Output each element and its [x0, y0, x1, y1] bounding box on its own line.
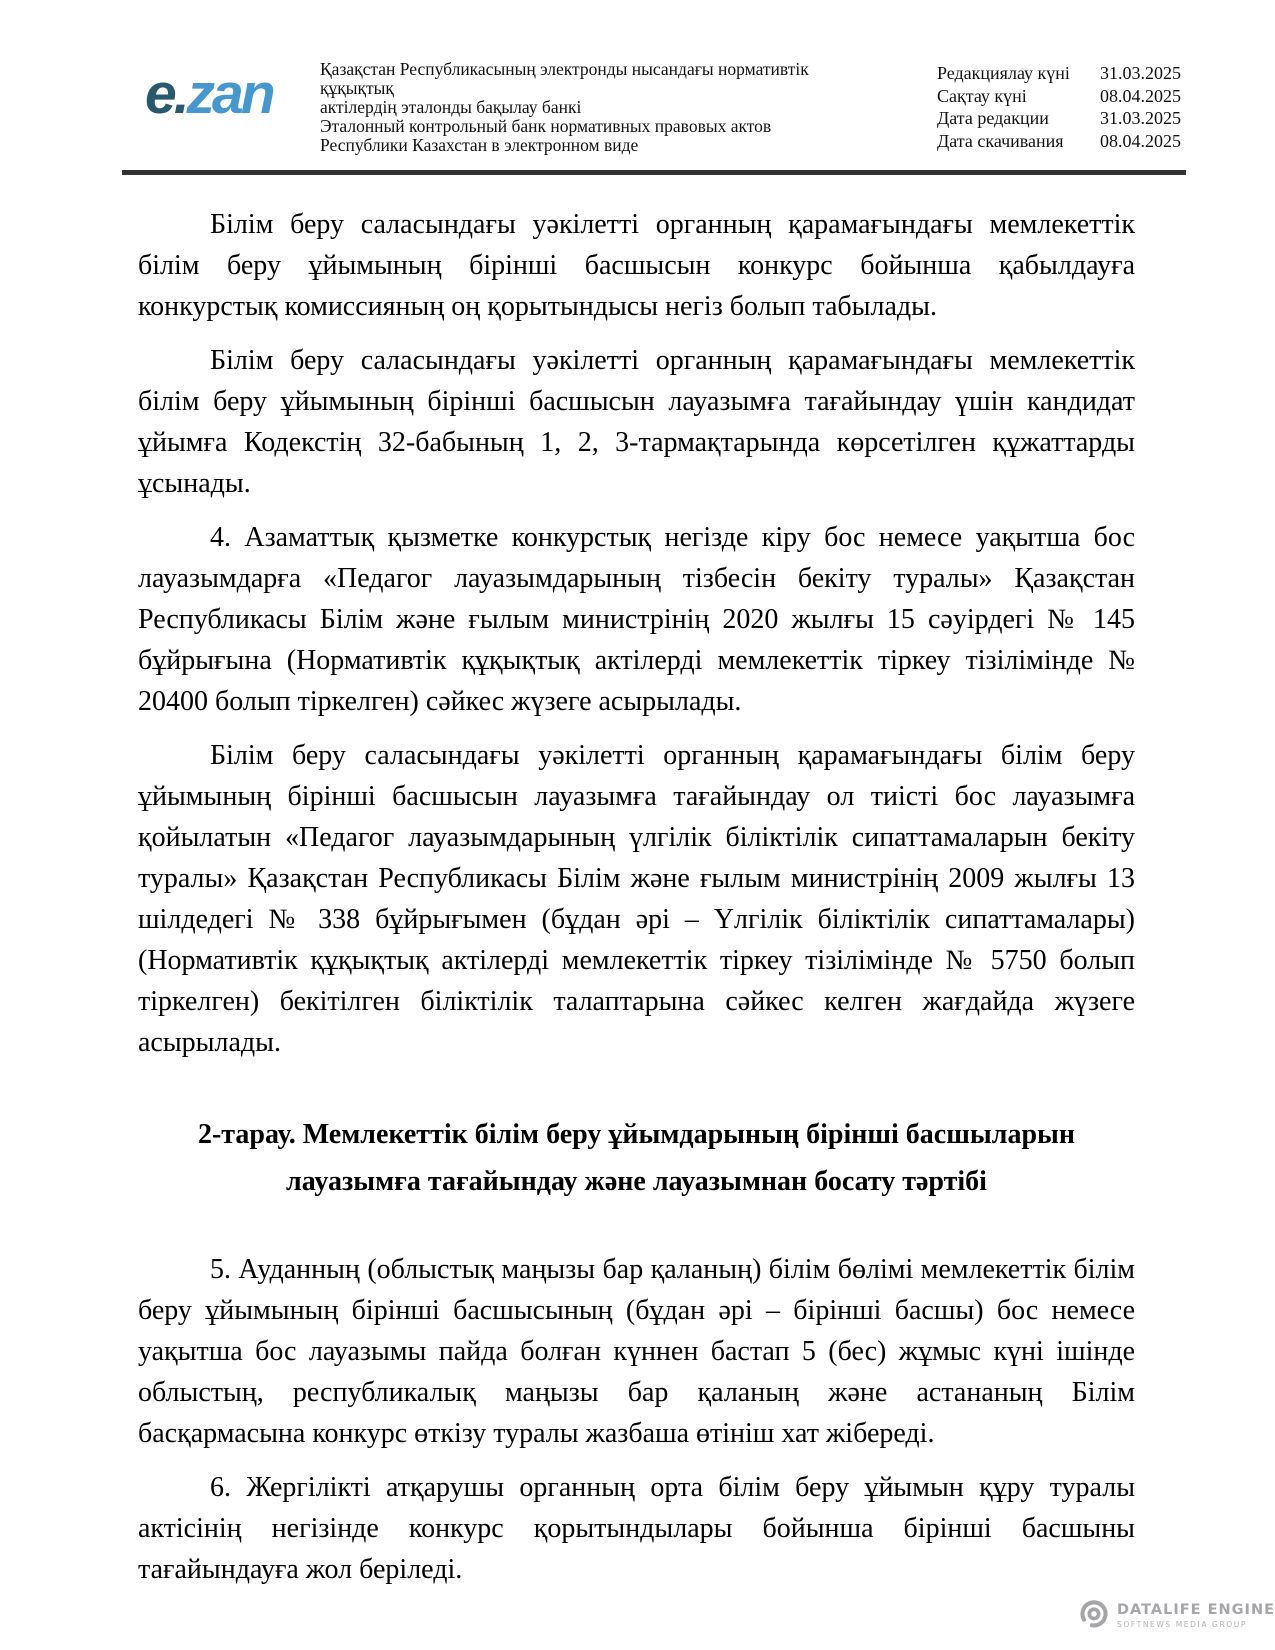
bank-description	[320, 60, 875, 155]
date-value: 31.03.2025	[1100, 108, 1181, 128]
datalife-eye-icon	[1078, 1596, 1110, 1634]
chapter-heading	[138, 1111, 1135, 1205]
date-row-download-ru	[937, 130, 1185, 153]
header-divider	[122, 170, 1186, 175]
datalife-engine-subtitle: SOFTNEWS MEDIA GROUP	[1117, 1619, 1247, 1629]
date-value: 31.03.2025	[1100, 63, 1181, 83]
chapter-heading-line2: лауазымға тағайындау және лауазымнан босату тәртібі	[286, 1166, 987, 1197]
paragraph: Білім беру саласындағы уәкілетті органның қарамағындағы мемлекеттік білім беру ұйымының бірінші басшысын конкурс бойынша қабылдауға конкурстық комиссияның оң қорытындысы негіз болып табылады.	[138, 209, 1135, 322]
ezan-logo-prefix: e.	[145, 62, 187, 126]
bank-description-line: Республики Казахстан в электронном виде	[320, 135, 639, 155]
paragraph-item-5: 5. Ауданның (облыстық маңызы бар қаланың) білім бөлімі мемлекеттік білім беру ұйымының бірінші басшысының (бұдан әрі – бірінші басшы) бос немесе уақытша бос лауазымы пайда болған күннен бастап 5 (бес) жұмыс күні ішінде облыстың, республикалық маңызы бар қаланың және астананың Білім басқармасына конкурс өткізу туралы жазбаша өтініш хат жібереді.	[138, 1254, 1135, 1449]
document-body	[138, 204, 1135, 1603]
date-label: Дата редакции	[937, 108, 1049, 128]
datalife-engine-title: DATALIFE ENGINE	[1117, 1601, 1275, 1618]
datalife-text-block	[1117, 1602, 1275, 1629]
paragraph: Білім беру саласындағы уәкілетті органның қарамағындағы білім беру ұйымының бірінші басшысын лауазымға тағайындау ол тиісті бос лауазымға қойылатын «Педагог лауазымдарының үлгілік біліктілік сипаттамаларын бекіту туралы» Қазақстан Республикасы Білім және ғылым министрінің 2009 жылғы 13 шілдедегі № 338 бұйрығымен (бұдан әрі – Үлгілік біліктілік сипаттамалары) (Нормативтік құқықтық актілерді мемлекеттік тіркеу тізілімінде № 5750 болып тіркелген) бекітілген біліктілік талаптарына сәйкес келген жағдайда жүзеге асырылады.	[138, 740, 1135, 1058]
datalife-engine-logo	[1078, 1596, 1275, 1634]
bank-description-line: Эталонный контрольный банк нормативных правовых актов	[320, 116, 772, 136]
paragraph: Білім беру саласындағы уәкілетті органның қарамағындағы мемлекеттік білім беру ұйымының бірінші басшысын лауазымға тағайындау үшін кандидат ұйымға Кодекстің 32-бабының 1, 2, 3-тармақтарында көрсетілген құжаттарды ұсынады.	[138, 345, 1135, 499]
chapter-heading-line1: 2-тарау. Мемлекеттік білім беру ұйымдарының бірінші басшыларын	[197, 1119, 1076, 1150]
paragraph-item-4: 4. Азаматтық қызметке конкурстық негізде кіру бос немесе уақытша бос лауазымдарға «Педагог лауазымдарының тізбесін бекіту туралы» Қазақстан Республикасы Білім және ғылым министрінің 2020 жылғы 15 сәуірдегі № 145 бұйрығына (Нормативтік құқықтық актілерді мемлекеттік тіркеу тізілімінде № 20400 болып тіркелген) сәйкес жүзеге асырылады.	[138, 522, 1135, 717]
date-label: Сақтау күні	[937, 85, 1027, 106]
dates-table	[937, 62, 1185, 152]
page-header	[145, 58, 1185, 163]
bank-description-line: актілердің эталонды бақылау банкі	[320, 97, 582, 117]
date-value: 08.04.2025	[1100, 130, 1181, 151]
date-value: 08.04.2025	[1100, 85, 1181, 106]
date-row-edit-kk	[937, 62, 1185, 85]
paragraph-item-6: 6. Жергілікті атқарушы органның орта білім беру ұйымын құру туралы актісінің негізінде конкурс қорытындылары бойынша бірінші басшыны тағайындауға жол беріледі.	[138, 1472, 1135, 1585]
ezan-logo	[145, 64, 273, 124]
date-row-save-kk	[937, 85, 1185, 108]
ezan-logo-suffix: zan	[186, 62, 273, 126]
date-label: Дата скачивания	[937, 130, 1064, 151]
date-row-edit-ru	[937, 107, 1185, 130]
bank-description-line: Қазақстан Республикасының электронды нысандағы нормативтік құқықтық	[320, 59, 809, 98]
date-label: Редакциялау күні	[937, 63, 1070, 83]
